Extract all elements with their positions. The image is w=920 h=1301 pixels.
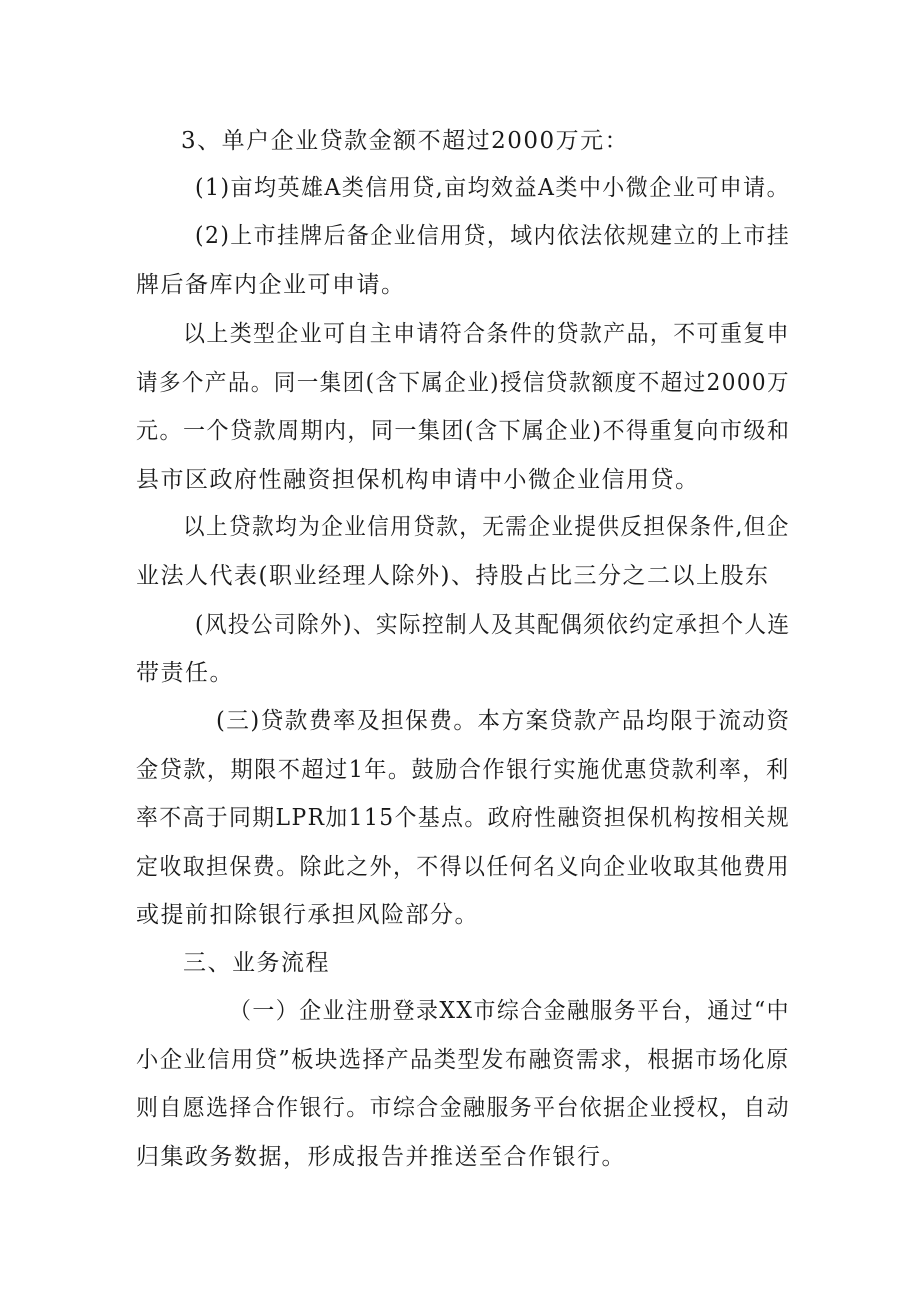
text-line: 小企业信用贷”板块选择产品类型发布融资需求，根据市场化原 [136, 1047, 790, 1073]
text-line: 牌后备库内企业可申请。 [136, 272, 406, 298]
text-line: 请多个产品。同一集团(含下属企业)授信贷款额度不超过2000万 [136, 370, 791, 396]
section-heading: 三、业务流程 [183, 950, 330, 976]
text-line: 以上类型企业可自主申请符合条件的贷款产品，不可重复申 [183, 321, 790, 347]
text-line: 带责任。 [136, 660, 234, 686]
text-line: (三)贷款费率及担保费。本方案贷款产品均限于流动资 [216, 708, 791, 734]
text-line: (2)上市挂牌后备企业信用贷，域内依法依规建立的上市挂 [195, 223, 791, 249]
text-line: (1)亩均英雄A类信用贷,亩均效益A类中小微企业可申请。 [195, 175, 791, 201]
text-line: 3、单户企业贷款金额不超过2000万元： [181, 128, 630, 154]
text-line: (风投公司除外)、实际控制人及其配偶须依约定承担个人连 [195, 612, 791, 638]
text-line: 归集政务数据，形成报告并推送至合作银行。 [136, 1144, 626, 1170]
text-line: 或提前扣除银行承担风险部分。 [136, 902, 479, 928]
text-line: 业法人代表(职业经理人除外)、持股占比三分之二以上股东 [136, 563, 770, 589]
text-line: （一）企业注册登录XX市综合金融服务平台，通过“中 [229, 998, 791, 1024]
text-line: 县市区政府性融资担保机构申请中小微企业信用贷。 [136, 467, 700, 493]
text-line: 以上贷款均为企业信用贷款，无需企业提供反担保条件,但企 [183, 514, 790, 540]
text-line: 元。一个贷款周期内，同一集团(含下属企业)不得重复向市级和 [136, 418, 791, 444]
text-line: 则自愿选择合作银行。市综合金融服务平台依据企业授权，自动 [136, 1095, 791, 1121]
text-line: 率不高于同期LPR加115个基点。政府性融资担保机构按相关规 [136, 805, 790, 831]
text-line: 定收取担保费。除此之外，不得以任何名义向企业收取其他费用 [136, 854, 791, 880]
text-line: 金贷款，期限不超过1年。鼓励合作银行实施优惠贷款利率，利 [136, 757, 790, 783]
